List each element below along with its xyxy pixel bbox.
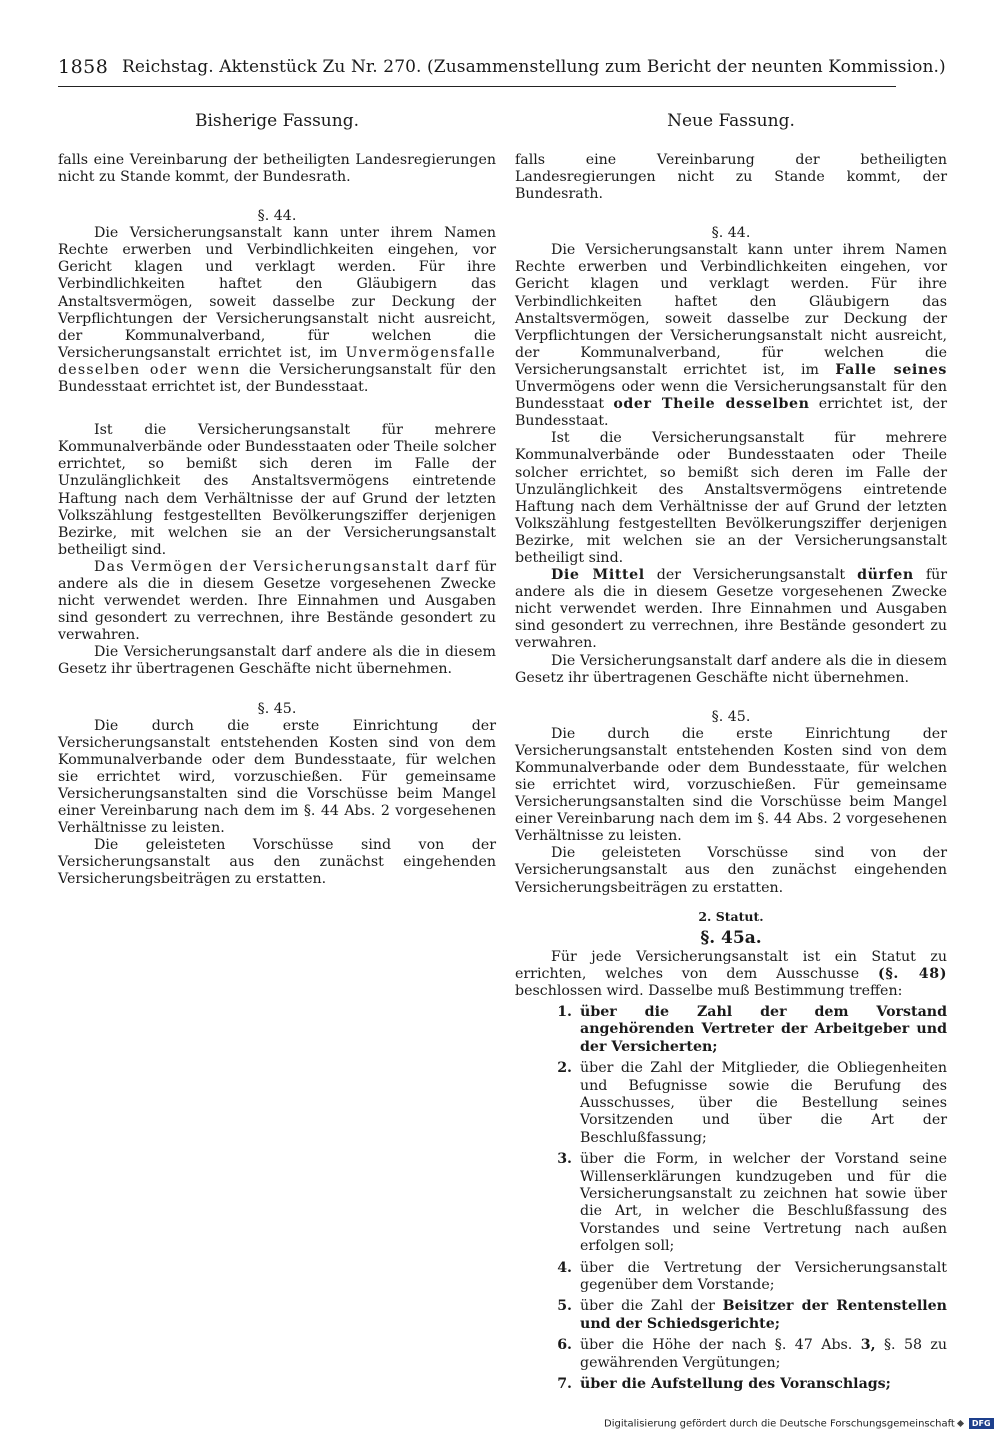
subsection-statut-heading: 2. Statut.: [698, 908, 764, 924]
list-item: 4. über die Vertretung der Versicherungsanstalt gegenüber dem Vorstande;: [557, 1259, 947, 1294]
paragraph-44-1: Die Versicherungsanstalt kann unter ihrem Namen Rechte erwerben und Verbindlichkeiten eingehen, vor Gericht klagen und verklagt werden. Für ihre Verbindlichkeiten haftet den Gläubigern das Anstaltsvermögen, soweit dasselbe zur Deckung der Verpflichtungen der Versicherungsanstalt nicht ausreicht, der Kommunalverband, für welchen die Versicherungsanstalt errichtet ist, im Falle seines Unvermögens oder wenn die Versicherungsanstalt für den Bundesstaat oder Theile desselben errichtet ist, der Bundesstaat.: [515, 242, 948, 430]
page-header: [58, 52, 946, 86]
paragraph-45-1: Die durch die erste Einrichtung der Versicherungsanstalt entstehenden Kosten sind von dem Kommunalverbande oder dem Bundesstaate, für welchen sie errichtet wird, vorzuschießen. Für gemeinsame Versicherungsanstalten sind die Vorschüsse beim Mangel einer Vereinbarung nach dem im §. 44 Abs. 2 vorgesehenen Verhältnisse zu leisten.: [515, 725, 947, 845]
header-rule: [58, 86, 896, 87]
list-item: 1. über die Zahl der dem Vorstand angehörenden Vertreter der Arbeitgeber und der Versicherten;: [557, 1003, 947, 1055]
paragraph-45-2: Die geleisteten Vorschüsse sind von der Versicherungsanstalt aus den zunächst eingehenden Versicherungsbeiträgen zu erstatten.: [515, 845, 947, 896]
paragraph-intro: falls eine Vereinbarung der betheiligten Landesregierungen nicht zu Stande kommt, der Bundesrath.: [58, 152, 496, 186]
paragraph-45-1: Die durch die erste Einrichtung der Versicherungsanstalt entstehenden Kosten sind von dem Kommunalverbande oder dem Bundesstaate, für welchen sie errichtet wird, vorzuschießen. Für gemeinsame Versicherungsanstalten sind die Vorschüsse beim Mangel einer Vereinbarung nach dem im §. 44 Abs. 2 vorgesehenen Verhältnisse zu leisten.: [58, 717, 496, 837]
separator-diamond-icon: [957, 1419, 964, 1426]
paragraph-44-3: Das Vermögen der Versicherungsanstalt darf für andere als die in diesem Gesetze vorgesehenen Zwecke nicht verwendet werden. Ihre Einnahmen und Ausgaben sind gesondert zu verrechnen, ihre Bestände gesondert zu verwahren.: [58, 558, 497, 644]
column-heading-old: Bisherige Fassung.: [195, 111, 359, 131]
paragraph-44-1: Die Versicherungsanstalt kann unter ihrem Namen Rechte erwerben und Verbindlichkeiten eingehen, vor Gericht klagen und verklagt werden. Für ihre Verbindlichkeiten haftet den Gläubigern das Anstaltsvermögen, soweit dasselbe zur Deckung der Verpflichtungen der Versicherungsanstalt nicht ausreicht, der Kommunalverband, für welchen die Versicherungsanstalt errichtet ist, im Unvermögensfalle desselben oder wenn die Versicherungsanstalt für den Bundesstaat errichtet ist, der Bundesstaat.: [58, 225, 496, 396]
paragraph-45-2: Die geleisteten Vorschüsse sind von der Versicherungsanstalt aus den zunächst eingehenden Versicherungsbeiträgen zu erstatten.: [58, 837, 496, 888]
page-number: 1858: [58, 56, 109, 78]
column-new-version: [515, 104, 947, 1397]
digitization-credit: Digitalisierung gefördert durch die Deutsche Forschungsgemeinschaft DFG: [604, 1418, 994, 1430]
list-item: 3. über die Form, in welcher der Vorstand seine Willenserklärungen kundzugeben und für die Versicherungsanstalt zu zeichnen hat sowie über die Art, in welcher die Beschlußfassung des Vorstandes und seine Vertretung nach außen erfolgen soll;: [557, 1151, 947, 1255]
paragraph-44-2: Ist die Versicherungsanstalt für mehrere Kommunalverbände oder Bundesstaaten oder Theile solcher errichtet, so bemißt sich deren im Falle der Unzulänglichkeit des Anstaltsvermögens eintretende Haftung nach dem Verhältnisse der auf Grund der letzten Volkszählung festgestellten Bevölkerungsziffer derjenigen Bezirke, mit welchen sie an der Versicherungsanstalt betheiligt sind.: [58, 422, 496, 558]
section-44-heading: §. 44.: [257, 208, 297, 225]
section-45a-heading: §. 45a.: [700, 927, 762, 948]
list-item: 7. über die Aufstellung des Voranschlags;: [557, 1376, 891, 1393]
statut-provisions-list: [515, 1004, 947, 1394]
list-item: 2. über die Zahl der Mitglieder, die Obliegenheiten und Befugnisse sowie die Berufung des Ausschusses, über die Bestellung seines Vorsitzenden und über die Art der Beschlußfassung;: [557, 1060, 947, 1146]
column-heading-new: Neue Fassung.: [667, 111, 795, 131]
column-old-version: [58, 104, 496, 888]
paragraph-44-4: Die Versicherungsanstalt darf andere als die in diesem Gesetz ihr übertragenen Geschäfte nicht übernehmen.: [58, 644, 496, 678]
section-45-heading: §. 45.: [711, 708, 751, 725]
section-44-heading: §. 44.: [711, 225, 751, 242]
paragraph-45a-intro: Für jede Versicherungsanstalt ist ein Statut zu errichten, welches von dem Ausschusse (§. 48) beschlossen wird. Dasselbe muß Bestimmung treffen:: [515, 948, 948, 999]
page-title: Reichstag. Aktenstück Zu Nr. 270. (Zusammenstellung zum Bericht der neunten Kommission.): [122, 57, 946, 77]
paragraph-intro: falls eine Vereinbarung der betheiligten Landesregierungen nicht zu Stande kommt, der Bundesrath.: [515, 152, 947, 203]
paragraph-44-2: Ist die Versicherungsanstalt für mehrere Kommunalverbände oder Bundesstaaten oder Theile solcher errichtet, so bemißt sich deren im Falle der Unzulänglichkeit des Anstaltsvermögens eintretende Haftung nach dem Verhältnisse der auf Grund der letzten Volkszählung festgestellten Bevölkerungsziffer derjenigen Bezirke, mit welchen sie an der Versicherungsanstalt betheiligt sind.: [515, 430, 947, 566]
paragraph-44-3: Die Mittel der Versicherungsanstalt dürfen für andere als die in diesem Gesetze vorgesehenen Zwecke nicht verwendet werden. Ihre Einnahmen und Ausgaben sind gesondert zu verrechnen, ihre Bestände gesondert zu verwahren.: [515, 567, 947, 652]
dfg-logo-icon: DFG: [969, 1418, 994, 1429]
paragraph-44-4: Die Versicherungsanstalt darf andere als die in diesem Gesetz ihr übertragenen Geschäfte nicht übernehmen.: [515, 652, 947, 686]
list-item: 5. über die Zahl der Beisitzer der Rentenstellen und der Schiedsgerichte;: [557, 1298, 947, 1332]
section-45-heading: §. 45.: [257, 700, 297, 717]
list-item: 6. über die Höhe der nach §. 47 Abs. 3, §. 58 zu gewährenden Vergütungen;: [557, 1337, 948, 1371]
